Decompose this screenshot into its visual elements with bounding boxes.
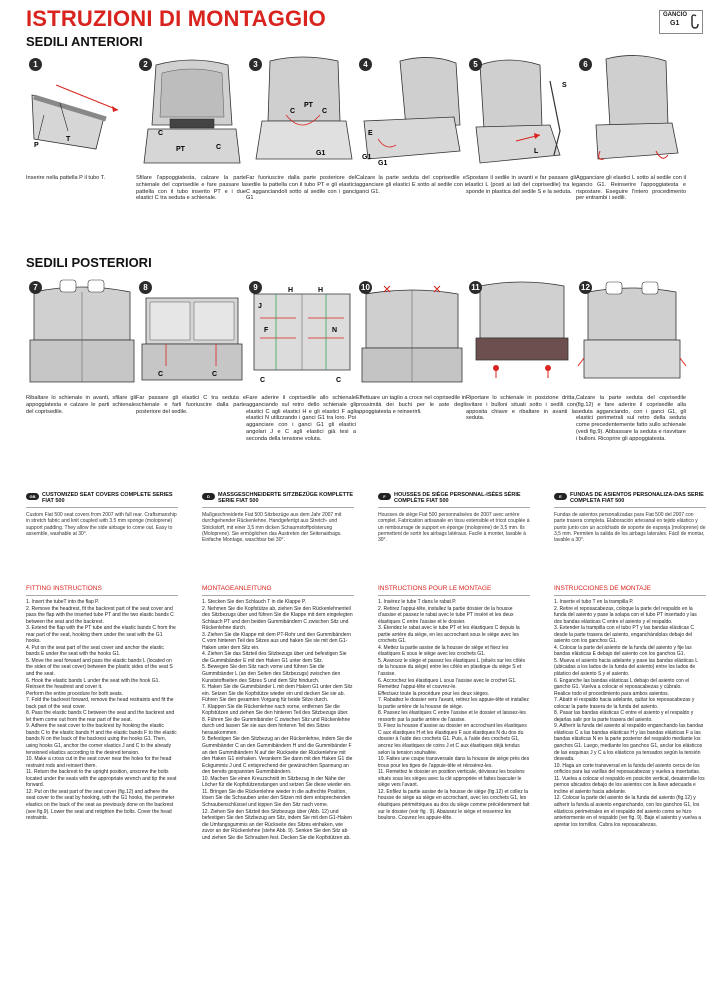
svg-text:S: S: [562, 82, 567, 89]
step-caption: Inserire nella pattella P il tubo T.: [26, 175, 106, 181]
svg-text:L: L: [534, 148, 539, 155]
step-3-illustration: [246, 55, 358, 165]
seat-cushion-drawing: [356, 55, 468, 165]
step-number: 8: [139, 281, 152, 294]
instruction-line: 7. Abatir el respaldo hacia adelante, quitar los reposacabezas y colocar la parte trasera de la funda del asiento.: [554, 697, 695, 710]
svg-text:N: N: [332, 327, 338, 334]
rear-seats-heading: SEDILI POSTERIORI: [26, 255, 152, 270]
step-caption: Calzare la parte seduta del coprisedile (fig.12) e fare aderire il coprisedile alla seduta agganciando, con i ganci G1, gli elastici perimetrali sul retro della seduta come precedentemente fatto sullo schienale (vedi fig.9). Abbassare la seduta e riavvitare i bulloni. Ricoprire gli appoggiatesta.: [576, 395, 686, 442]
instruction-line: 1. Insérez le tube T dans le rabat P.: [378, 599, 457, 605]
svg-text:PT: PT: [176, 146, 185, 153]
svg-text:C: C: [290, 108, 296, 115]
rear-elastics-drawing: [136, 278, 248, 388]
instruction-line: 12. Enfilez la partie assise de la housse de siège (fig.12) et collez la housse de siège au siège en accrochant, avec les crochets G1, les élastiques périmétriques au dos du siège comme précédemment fait sur le dossier (voir fig . 9). Abaissez le siège et resserrez les boulons. Couvrez les appuie-tête.: [378, 788, 530, 822]
seat-complete-drawing: [576, 55, 688, 165]
instruction-line: 1. Insert the tubeT into the flap P.: [26, 599, 100, 605]
step-number: 1: [29, 58, 42, 71]
instruction-line: 4. Mettez la partie assise de la housse de siège et fixez les élastiques E sous le siège avec les crochets G1.: [378, 644, 509, 658]
instruction-line: 7. Fold the backrest forward, remove the head restraints and fit the back part of the seat cover.: [26, 697, 174, 710]
step-9-illustration: [246, 278, 358, 388]
rear-bench-drawing: [26, 278, 138, 388]
svg-text:C: C: [260, 377, 266, 384]
svg-text:J: J: [258, 303, 262, 310]
step-caption: Calzare la parte seduta del coprisedile e agganciare gli elastici E sotto al sedile con i ganci G1.: [356, 175, 466, 195]
step-number: 4: [359, 58, 372, 71]
flap-tube-drawing: [26, 55, 138, 165]
instruction-line: 8. Passez les élastiques C entre l’assise et le dossier et laissez-les ressortir par la partie arrière de l’assise.: [378, 710, 526, 723]
lang-column-en: [26, 492, 178, 537]
instruction-line: 9. Fixez la housse d’assise au dossier en accrochant les élastiques C aux élastiques H et les élastiques F aux élastiques N du dos du dossier à l’aide des crochets G1. Puis, à l’aide des crochets G1, ancrez les élastiques de coins J et C aux élastiques déjà tendus selon la tension souhaitée.: [378, 723, 527, 756]
svg-text:G1: G1: [316, 150, 326, 157]
instruction-line: 10. Faites une coupe transversale dans la housse de siège près des trous pour les tiges de l’appuie-tête et réinsérez-les.: [378, 756, 530, 769]
instruction-line: Effectuez toute la procédure pour les deux sièges.: [378, 690, 490, 697]
instruction-line: 5. Move the seat forward and pass the elastic bands L (located on the sides of the seat cover) between the plastic sides of the seat S and the seat.: [26, 657, 173, 678]
svg-text:G1: G1: [378, 160, 388, 165]
instruction-line: 3. Extend the flap with the PT tube and the elastic bands C from the rear part of the seat, hooking them under the seat with the G1 hooks.: [26, 625, 176, 645]
instructions-title: MONTAGEANLEITUNG: [202, 585, 354, 596]
rear-headrest-cut-drawing: [356, 278, 468, 388]
instruction-line: 4. Put on the seat part of the seat cover and anchor the elastic bands E under the seat with the hooks G1.: [26, 644, 164, 658]
step-2-illustration: [136, 55, 248, 165]
instruction-line: 8. Pass the elastic bands C between the seat and the backrest and let them come out from the rear part of the seat.: [26, 710, 175, 723]
rear-steps-row: [26, 278, 688, 463]
instruction-line: 6. Enganche las bandas elásticas L debajo del asiento con el gancho G1. Vuelva a colocar el reposacabezas y cúbralo.: [554, 677, 690, 691]
step-number: 9: [249, 281, 262, 294]
lang-column-fr: [378, 492, 530, 544]
step-5-illustration: [466, 55, 578, 165]
rear-backrest-hooks-drawing: [246, 278, 358, 388]
front-seats-heading: SEDILI ANTERIORI: [26, 34, 143, 49]
product-intro: Fundas de asientos personalizadas para Fiat 500 del 2007 con parte trasera completa. Elaboración artesanal en tejido elástico y punto junto con un acolchado de soporte de esponja (moloprene) de 3,5 mm. Permiten la salida de los airbags laterales. Fácil de montar, lavable a 30°.: [554, 511, 706, 544]
lang-column-de: [202, 492, 354, 544]
instruction-line: Perform the entire procedure for both seats.: [26, 690, 123, 697]
instructions-list: [554, 599, 706, 828]
lang-heading: [378, 492, 530, 508]
instruction-line: 2. Retirez l’appui-tête, installez la partie dossier de la housse d’assise et passez le rabat avec le tube PT inséré et les deux élastiques C entre l’assise et le dossier.: [378, 605, 514, 625]
seat-backrest-drawing: [136, 55, 248, 165]
step-number: 3: [249, 58, 262, 71]
instructions-list: [26, 599, 178, 822]
instruction-line: 12. Colocar la parte del asiento de la funda del asiento (fig.12) y adherir la funda al asiento enganchando, con los ganchos G1, los elásticos perimetrales en el respaldo del asiento como se hizo anteriormente en el respaldo (ver fig. 9). Baje el asiento y vuelva a apretar los tornillos. Cubra los reposacabezas.: [554, 795, 702, 828]
lang-column-es: [554, 492, 706, 544]
flag-badge-gb: GB: [26, 493, 39, 500]
label-p: P: [34, 142, 39, 149]
step-6-illustration: [576, 55, 688, 165]
instruction-line: 5. Bewegen Sie den Sitz nach vorne und führen Sie die Gummibänder L (an den Seiten des Sitzbezugs) zwischen den Kunststoffseiten des Sitzes S und dem Sitz hindurch.: [202, 664, 341, 684]
svg-text:C: C: [158, 371, 164, 378]
instruction-line: 10. Make a cross cut in the seat cover near the holes for the head restraint rods and reinsert them.: [26, 756, 172, 769]
svg-text:H: H: [288, 287, 294, 294]
rear-seat-cover-drawing: [576, 278, 688, 388]
step-caption: Effettuare un taglio a croce nel coprisedile in prossimità dei buchi per le aste degli appoggiatesta e reinserirli.: [356, 395, 466, 415]
instructions-list: [378, 599, 530, 822]
step-number: 12: [579, 281, 592, 294]
svg-text:C: C: [212, 371, 218, 378]
svg-text:C: C: [216, 144, 222, 151]
instruction-line: 6. Haken Sie die Gummibänder L mit dem Haken G1 unter dem Sitz ein. Setzen Sie die Kopfstütze wieder ein und decken Sie sie ab.: [202, 684, 353, 697]
flag-badge-de: D: [202, 493, 215, 500]
instructions-title: INSTRUCCIONES DE MONTAJE: [554, 585, 706, 596]
instruction-line: 3. Ziehen Sie die Klappe mit dem PT-Rohr und den Gummibändern C vom hinteren Teil des Sitzes aus und haken Sie sie mit den G1-Haken unter dem Sitz ein.: [202, 631, 351, 651]
instruction-line: 9. Adherir la funda del asiento al respaldo enganchando las bandas elásticas C a las bandas elásticas H y las bandas elásticas F a las bandas elásticas N en la parte posterior del respaldo mediante los ganchos G1. Luego, mediante los ganchos G1, anclar los elásticos de las esquinas J y C a los elásticos ya tensados según la tensión deseada.: [554, 723, 704, 763]
svg-text:G1: G1: [362, 154, 372, 161]
instruction-line: 10. Machen Sie einen Kreuzschnitt im Sitzbezug in der Nähe der Löcher für die Kopfstützenstangen und setzen Sie diese wieder ein.: [202, 775, 352, 789]
flag-badge-fr: F: [378, 493, 391, 500]
product-title: MASSGESCHNEIDERTE SITZBEZÜGE KOMPLETTE SERIE FIAT 500: [218, 492, 354, 505]
product-title: FUNDAS DE ASIENTOS PERSONALIZA-DAS SERIE COMPLETA FIAT 500: [570, 492, 704, 505]
instruction-line: 1. Stecken Sie den Schlauch T in die Klappe P.: [202, 599, 306, 605]
instructions-title: FITTING INSTRUCTIONS: [26, 585, 178, 596]
instruction-line: Führen Sie den gesamten Vorgang für beide Sitze durch.: [202, 697, 329, 704]
instruction-line: 11. Remettez le dossier en position verticale, dévissez les boulons situés sous les sièges avec la clé appropriée et faites basculer le siège vers l’avant.: [378, 769, 525, 789]
instruction-line: 5. Avancez le siège et passez les élastiques L (situés sur les côtés de la housse du siège) entre les côtés en plastique du siège S et l’assise.: [378, 657, 526, 678]
instruction-line: 8. Führen Sie die Gummibänder C zwischen Sitz und Rückenlehne durch und lassen Sie sie aus dem hinteren Teil des Sitzes herauskommen.: [202, 716, 351, 736]
instructions-list: [202, 599, 354, 841]
svg-text:C: C: [158, 130, 164, 137]
step-4-illustration: [356, 55, 468, 165]
step-11-illustration: [466, 278, 578, 388]
instruction-line: 12. Put on the seat part of the seat cover (fig.12) and adhere the seat cover to the seat by hooking, with the G1 hooks, the perimeter elastics on the back of the seat as previously done on the backrest (see fig.9). Lower the seat and retighten the bolts. Cover the head restraints.: [26, 788, 175, 822]
svg-text:H: H: [318, 287, 324, 294]
instruction-line: 3. Étendez le rabat avec le tube PT et les élastiques C depuis la partie arrière du siège, en les accrochant sous le siège avec les crochets G1.: [378, 625, 520, 645]
flag-badge-es: E: [554, 493, 567, 500]
gancio-code: G1: [670, 20, 680, 27]
instruction-line: 6. Hook the elastic bands L under the seat with the hook G1. Reinsert the headrest and cover it.: [26, 677, 160, 691]
product-intro: Housses de siège Fiat 500 personnalisées de 2007 avec arrière complet. Fabrication artisanale en tissu extensible et tricot couplée à un rembourrage de support en éponge (moloprene) de 3,5 mm. Ils permettent de sortir les airbags latéraux. Facile à monter, lavable à 30°.: [378, 511, 530, 544]
instructions-title: INSTRUCTIONS POUR LE MONTAGE: [378, 585, 530, 596]
instruction-line: 4. Colocar la parte del asiento de la funda del asiento y fije las bandas elásticas E debajo del asiento con los ganchos G1.: [554, 644, 692, 658]
instruction-line: 6. Accrochez les élastiques L sous l’assise avec le crochet G1. Remettez l’appui-tête et couvrez-le.: [378, 677, 517, 691]
step-8-illustration: [136, 278, 248, 388]
lang-heading: [554, 492, 706, 508]
step-caption: Agganciare gli elastici L sotto al sedile con il gancio G1. Reinserire l’appoggiatesta e rispostare. Eseguire l’intero procedimento per entrambi i sedili.: [576, 175, 686, 202]
instruction-line: 3. Extender la trampilla con el tubo PT y las bandas elásticas C desde la parte trasera del asiento, enganchándolas debajo del asiento con los ganchos G1.: [554, 625, 694, 645]
step-caption: Ribaltare lo schienale in avanti, sfilare gli appoggiatesta e calzare le parti schienale del coprisedile.: [26, 395, 136, 415]
step-number: 6: [579, 58, 592, 71]
instruction-line: 7. Rabattez le dossier vers l’avant, retirez les appuie-tête et installez la partie arrière de la housse de siège.: [378, 697, 529, 710]
instruction-line: 11. Return the backrest to the upright position, unscrew the bolts located under the seats with the appropriate wrench and tip the seat forward.: [26, 769, 177, 789]
seat-rear-drawing: [246, 55, 358, 165]
instruction-line: 2. Remove the headrest, fit the backrest part of the seat cover and pass the flap with the inserted tube PT and the two elastic bands C between the seat and the backrest.: [26, 605, 174, 625]
step-caption: Sfilare l’appoggiatesta, calzare la parte schienale del coprisedile e fare passare la pattella con il tubo inserito PT e i due elastici C tra seduta e schienale.: [136, 175, 246, 202]
step-number: 2: [139, 58, 152, 71]
instruction-line: 9. Befestigen Sie den Sitzbezug an der Rückenlehne, indem Sie die Gummibänder C an den Gummibändern H und die Gummibänder F an den Gummibändern N auf der Rückseite der Rückenlehne mit den Haken G1 einhaken. Verankern Sie dann mit den Haken G1 die Eckgummis J und C entsprechend der gewünschten Spannung an den bereits gespannten Gummibändern.: [202, 736, 353, 776]
instruction-line: Realice todo el procedimiento para ambos asientos.: [554, 690, 670, 697]
rear-bolts-drawing: [466, 278, 578, 388]
instruction-line: 2. Nehmen Sie die Kopfstütze ab, ziehen Sie den Rückenlehnenteil des Sitzbezugs über und führen Sie die Klappe mit dem eingelegten Schlauch PT und den beiden Gummibändern C zwischen Sitz und Rückenlehne durch.: [202, 605, 353, 632]
seat-sides-drawing: [466, 55, 578, 165]
product-title: CUSTOMIZED SEAT COVERS COMPLETE SERIES FIAT 500: [42, 492, 173, 505]
svg-text:F: F: [264, 327, 269, 334]
instruction-line: 7. Klappen Sie die Rückenlehne nach vorne, entfernen Sie die Kopfstützen und ziehen Sie den hinteren Teil des Sitzbezugs über.: [202, 703, 349, 717]
instruction-line: 10. Haga un corte transversal en la funda del asiento cerca de los orificios para las varillas del reposacabezas y vuelva a insertarlas.: [554, 762, 701, 776]
gancio-label: GANCIO: [663, 12, 687, 18]
step-number: 11: [469, 281, 482, 294]
instruction-line: 5. Mueva el asiento hacia adelante y pase las bandas elásticas L (ubicadas a los lados de la funda del asiento) entre los lados de plástico del asiento S y el asiento.: [554, 657, 698, 678]
instruction-line: 12. Ziehen Sie den Sitzteil des Sitzbezugs über (Abb. 12) und befestigen Sie den Sitzbezug am Sitz, indem Sie mit den G1-Haken die Umfangsgummis an der Rückseite des Sitzes einhaken, wie zuvor an der Rückenlehne (siehe Abb. 9). Senken Sie den Sitz ab und ziehen Sie die Schrauben fest. Decken Sie die Kopfstützen ab.: [202, 808, 352, 841]
instruction-line: 4. Ziehen Sie das Sitzteil des Sitzbezugs über und befestigen Sie die Gummibänder E mit den Haken G1 unter dem Sitz.: [202, 651, 347, 664]
instruction-line: 11. Vuelva a colocar el respaldo en posición vertical, desatornille los pernos ubicados debajo de los asientos con la llave adecuada e incline el asiento hacia adelante.: [554, 775, 705, 795]
step-10-illustration: [356, 278, 468, 388]
step-caption: Far passare gli elastici C tra seduta e schienale e farli fuoriuscire dalla parte posteriore del sedile.: [136, 395, 246, 415]
step-number: 7: [29, 281, 42, 294]
step-12-illustration: [576, 278, 688, 388]
page-title: ISTRUZIONI DI MONTAGGIO: [26, 6, 326, 31]
product-intro: Custom Fiat 500 seat covers from 2007 with full rear. Craftsmanship in stretch fabric and knit coupled with 3.5 mm sponge (moloprene) support padding. They allow the side airbage to come out. Easy to assemble, washable at 30°.: [26, 511, 177, 538]
instruction-line: 1. Inserte el tubo T en la trampilla P.: [554, 599, 634, 605]
product-title: HOUSSES DE SIÈGE PERSONNAL-ISÉES SÉRIE COMPLÈTE FIAT 500: [394, 492, 521, 505]
instruction-line: 2. Retire el reposacabezas, coloque la parte del respaldo en la funda del asiento y pase la solapa con el tubo PT insertado y las dos bandas elásticas C entre el asiento y el respaldo.: [554, 605, 697, 625]
front-steps-row: [26, 55, 688, 205]
step-1-illustration: [26, 55, 138, 165]
lang-heading: [26, 492, 178, 508]
instruction-line: 8. Pasar las bandas elásticas C entre el asiento y el respaldo y dejarlas salir por la parte trasera del asiento.: [554, 710, 694, 723]
gancio-badge: [659, 10, 703, 34]
instruction-line: 9. Adhere the seat cover to the backrest by hooking the elastic bands C to the elastic bands H and the elastic bands F to the elastic bands N on the back of the backrest using the hooks G1. Then, using hooks G1, anchor the corner elastics J and C to the already tensioned elastics according to the desired tension.: [26, 723, 177, 756]
svg-text:E: E: [368, 130, 373, 137]
product-intro: Maßgeschneiderte Fiat 500 Sitzbezüge aus dem Jahr 2007 mit durchgehender Rückenlehne. Handgefertigt aus Stretch- und Strickstoff, mit einer 3,5 mm dicken Schaumstoffpolsterung (Moloprene). Sie ermöglichen das Austreten der Seitenairbags. Einfache Montage, waschbar bei 30°.: [202, 511, 342, 544]
step-caption: Far fuoriuscire dalla parte posteriore del sedile la pattella con il tubo PT e gli elastici C agganciandoli sotto al sedile con i ganci G1: [246, 175, 356, 202]
lang-heading: [202, 492, 354, 508]
svg-text:PT: PT: [304, 102, 313, 109]
step-caption: Fare aderire il coprisedile allo schienale agganciando sul retro dello schienale gli elastici C agli elastici H e gli elastici F agli elastici N utilizzando i ganci G1 tra loro. Poi agganciare con i ganci G1 gli elastici angolari J e C agli elastici già tesi a seconda della tensione voluta.: [246, 395, 356, 442]
step-number: 5: [469, 58, 482, 71]
step-caption: Spostare il sedile in avanti e far passare gli elastici L (posti ai lati del coprisedile) tra le sponde in plastica del sedile S e la seduta.: [466, 175, 576, 195]
instruction-line: 11. Bringen Sie die Rückenlehne wieder in die aufrechte Position, lösen Sie die Schrauben unter den Sitzen mit dem entsprechenden Schraubenschlüssel und kippen Sie den Sitz nach vorne.: [202, 788, 351, 808]
svg-text:C: C: [322, 108, 328, 115]
step-7-illustration: [26, 278, 138, 388]
step-number: 10: [359, 281, 372, 294]
svg-text:C: C: [336, 377, 342, 384]
hook-icon: [689, 14, 699, 30]
label-t: T: [66, 136, 71, 143]
step-caption: Riportare lo schienale in posizione dritta, svitare i bulloni situati sotto i sedili con apposita chiave e ribaltare in avanti la seduta.: [466, 395, 576, 422]
